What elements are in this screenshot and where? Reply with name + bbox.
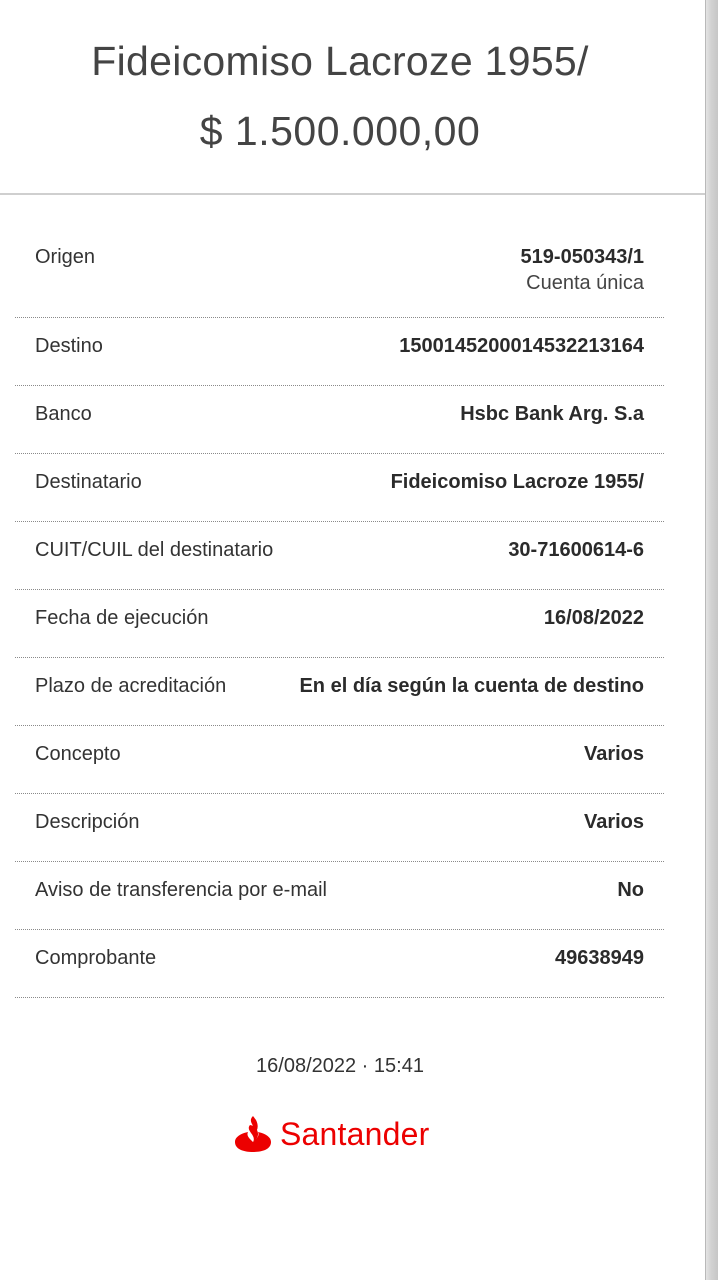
detail-value: 1500145200014532213164	[399, 335, 644, 357]
detail-value: Fideicomiso Lacroze 1955/	[390, 471, 644, 493]
receipt-header	[0, 0, 706, 195]
detail-value: 30-71600614-6	[508, 539, 644, 561]
detail-row-destinatario	[15, 454, 664, 522]
detail-row-origen	[15, 228, 664, 318]
transfer-amount: $ 1.500.000,00	[199, 108, 481, 154]
detail-label: Fecha de ejecución	[35, 607, 209, 629]
detail-row-plazo	[15, 658, 664, 726]
detail-row-cuit	[15, 522, 664, 590]
detail-row-fecha-ejecucion	[15, 590, 664, 658]
detail-value: En el día según la cuenta de destino	[299, 675, 644, 697]
detail-value: Varios	[583, 743, 644, 765]
detail-label: CUIT/CUIL del destinatario	[35, 539, 274, 561]
detail-row-comprobante	[15, 930, 664, 998]
detail-row-destino	[15, 318, 664, 386]
recipient-title: Fideicomiso Lacroze 1955/	[91, 38, 589, 84]
detail-label: Concepto	[35, 743, 121, 765]
detail-row-aviso	[15, 862, 664, 930]
detail-value: 49638949	[555, 947, 644, 969]
detail-row-concepto	[15, 726, 664, 794]
santander-flame-icon	[232, 1114, 274, 1154]
detail-list	[15, 228, 664, 998]
detail-label: Descripción	[35, 811, 140, 833]
detail-value: Hsbc Bank Arg. S.a	[460, 403, 644, 425]
santander-logo	[232, 1112, 429, 1156]
receipt-timestamp: 16/08/2022 · 15:41	[256, 1055, 424, 1077]
detail-value: Varios	[583, 811, 644, 833]
edge-shadow	[706, 0, 718, 1280]
detail-label: Destinatario	[35, 471, 142, 493]
brand-name: Santander	[280, 1115, 430, 1152]
detail-label: Comprobante	[35, 947, 157, 969]
detail-value: 519-050343/1	[520, 246, 644, 268]
detail-value: No	[617, 879, 644, 901]
detail-label: Plazo de acreditación	[35, 675, 227, 697]
detail-label: Aviso de transferencia por e-mail	[35, 879, 327, 901]
detail-label: Origen	[35, 246, 96, 268]
detail-label: Banco	[35, 403, 92, 425]
detail-value: 16/08/2022	[543, 607, 644, 629]
detail-subvalue: Cuenta única	[526, 272, 644, 294]
detail-row-descripcion	[15, 794, 664, 862]
detail-label: Destino	[35, 335, 103, 357]
detail-row-banco	[15, 386, 664, 454]
